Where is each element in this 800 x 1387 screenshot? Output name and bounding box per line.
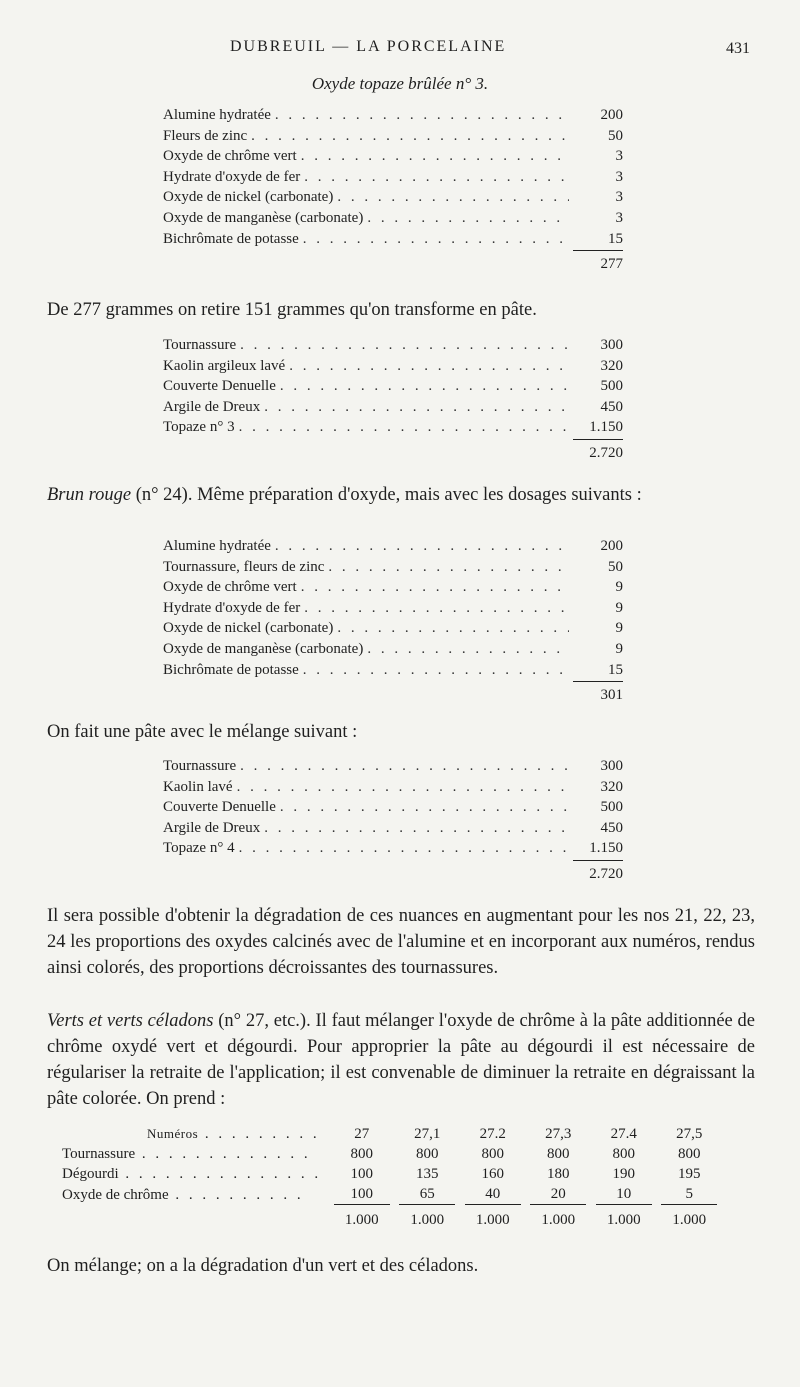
page-number: 431 [726, 40, 750, 57]
ingredient-amount: 450 [600, 819, 623, 836]
table-header-label: Numéros [147, 1126, 199, 1141]
ingredient-amount: 320 [600, 357, 623, 374]
total-cell: 1.000 [410, 1212, 445, 1228]
ingredient-amount: 200 [600, 107, 623, 123]
recipe-row [163, 838, 623, 859]
ingredient-amount: 9 [615, 579, 623, 596]
recipe-row [163, 335, 623, 356]
ingredient-label: Kaolin argileux lavé [163, 357, 286, 374]
ingredient-label: Alumine hydratée [163, 107, 271, 123]
ingredient-label: Bichrômate de potasse [163, 230, 299, 247]
paragraph-degradation: Il sera possible d'obtenir la dégradation de ces nuances en augmentant pour les nos 21, 22, 23, 24 les proportions des oxydes calcinés avec de l'alumine et en incorporant aux numéros, rendus ainsi colorés, des proportions décroissantes des tournassures. [47, 906, 755, 978]
ingredient-amount: 3 [615, 189, 623, 206]
ingredient-amount: 9 [615, 620, 623, 637]
column-header: 27.4 [610, 1126, 637, 1142]
paragraph-italic-lead: Brun rouge [47, 485, 132, 505]
column-header: 27 [354, 1126, 370, 1142]
ingredient-amount: 320 [600, 778, 623, 795]
table-cell: 20 [530, 1184, 586, 1205]
table-cell: 5 [661, 1184, 717, 1205]
ingredient-label: Bichrômate de potasse [163, 661, 299, 678]
ingredient-amount: 300 [600, 337, 623, 353]
ingredient-label: Fleurs de zinc [163, 127, 248, 144]
recipe-row [163, 376, 623, 397]
table-row: Dégourdi . . . . . . . . . . . . . . . 100 135 160 180 190 195 [62, 1164, 722, 1184]
recipe-row [163, 187, 623, 208]
ingredient-amount: 500 [600, 378, 623, 395]
column-header: 27,1 [414, 1126, 441, 1142]
table-cell: 800 [350, 1146, 373, 1162]
ingredient-label: Alumine hydratée [163, 538, 271, 554]
row-label: Oxyde de chrôme [62, 1186, 169, 1203]
ingredient-label: Couverte Denuelle [163, 378, 276, 395]
recipe-row [163, 639, 623, 660]
ingredient-amount: 50 [608, 558, 623, 575]
table-cell: 180 [546, 1166, 570, 1182]
ingredient-label: Hydrate d'oxyde de fer [163, 168, 301, 185]
ingredient-amount: 300 [600, 758, 623, 774]
recipe-total: 277 [600, 256, 623, 273]
ingredient-label: Tournassure [163, 758, 237, 774]
table-total-row [62, 1205, 722, 1235]
recipe-row [163, 660, 623, 681]
ingredient-amount: 1.150 [573, 417, 623, 440]
ingredient-amount: 3 [615, 168, 623, 185]
total-cell: 1.000 [606, 1212, 641, 1228]
section-title: Oxyde topaze brûlée n° 3. [311, 74, 489, 93]
recipe-row [163, 818, 623, 839]
recipe-row [163, 417, 623, 438]
total-cell: 1.000 [541, 1212, 576, 1228]
recipe-row [163, 536, 623, 557]
paragraph-text: (n° 27, etc.). Il faut mélanger l'oxyde de chrôme à la pâte additionnée de chrôme oxydé vert et dégourdi. Pour approprier la pâte au dégourdi il est nécessaire de régulariser la retraite de l'application; il est convenable de diminuer la retraite en dégraissant la pâte colorée. On prend : [47, 1011, 755, 1109]
recipe-row [163, 105, 623, 126]
recipe-row [163, 356, 623, 377]
ingredient-amount: 9 [615, 640, 623, 657]
ingredient-label: Oxyde de manganèse (carbonate) [163, 209, 364, 226]
ingredient-amount: 200 [600, 538, 623, 554]
ingredient-amount: 15 [573, 660, 623, 683]
paragraph-retire: De 277 grammes on retire 151 grammes qu'on transforme en pâte. [47, 300, 537, 320]
total-cell: 1.000 [475, 1212, 510, 1228]
recipe-row [163, 167, 623, 188]
table-cell: 800 [677, 1146, 701, 1162]
recipe-total: 2.720 [589, 865, 623, 882]
paragraph-pate-melange: On fait une pâte avec le mélange suivant : [47, 722, 358, 742]
recipe-total: 301 [600, 687, 623, 704]
recipe-row [163, 229, 623, 250]
ingredient-amount: 450 [600, 398, 623, 415]
recipe-paste-topaze-3 [163, 335, 623, 464]
ingredient-label: Oxyde de nickel (carbonate) [163, 620, 334, 637]
recipe-row [163, 598, 623, 619]
ingredient-label: Couverte Denuelle [163, 799, 276, 816]
ingredient-label: Topaze n° 3 [163, 419, 235, 436]
paragraph-final: On mélange; on a la dégradation d'un vert et des céladons. [47, 1256, 479, 1276]
ingredient-amount: 9 [615, 599, 623, 616]
table-row: Tournassure . . . . . . . . . . . . . 800 800 800 800 800 800 [62, 1144, 722, 1164]
recipe-row [163, 208, 623, 229]
table-cell: 800 [481, 1146, 504, 1162]
ingredient-amount: 50 [608, 127, 623, 144]
recipe-brun-rouge-oxide [163, 536, 623, 706]
ingredient-amount: 15 [573, 229, 623, 252]
ingredient-label: Kaolin lavé [163, 778, 233, 795]
paragraph-brun-rouge [47, 482, 755, 508]
ingredient-label: Argile de Dreux [163, 398, 261, 415]
table-header-row: Numéros . . . . . . . . . 27 27,1 27.2 27,3 27.4 27,5 [62, 1124, 722, 1144]
paragraph-text: (n° 24). Même préparation d'oxyde, mais avec les dosages suivants : [131, 485, 642, 505]
table-cell: 800 [612, 1146, 635, 1162]
ingredient-label: Oxyde de chrôme vert [163, 148, 297, 165]
table-cell: 100 [334, 1184, 390, 1205]
ingredient-amount: 1.150 [573, 838, 623, 861]
ingredient-label: Tournassure [163, 337, 237, 353]
ingredient-label: Hydrate d'oxyde de fer [163, 599, 301, 616]
recipe-row [163, 777, 623, 798]
ingredient-amount: 3 [615, 209, 623, 226]
table-cell: 160 [481, 1166, 504, 1182]
recipe-row [163, 577, 623, 598]
table-row: Oxyde de chrôme . . . . . . . . . . 100 65 40 20 10 5 [62, 1184, 722, 1205]
recipe-row [163, 557, 623, 578]
column-header: 27,5 [676, 1126, 703, 1142]
ingredient-label: Topaze n° 4 [163, 840, 235, 857]
recipe-row [163, 756, 623, 777]
running-head [0, 38, 800, 62]
table-cell: 195 [677, 1166, 701, 1182]
ingredient-label: Oxyde de chrôme vert [163, 579, 297, 596]
paragraph-verts-celadons [47, 1008, 755, 1112]
table-cell: 800 [546, 1146, 570, 1162]
recipe-row [163, 146, 623, 167]
table-cell: 190 [612, 1166, 635, 1182]
ingredient-amount: 3 [615, 148, 623, 165]
row-label: Tournassure [62, 1146, 136, 1162]
ingredient-label: Oxyde de nickel (carbonate) [163, 189, 334, 206]
recipe-row [163, 797, 623, 818]
ingredient-label: Oxyde de manganèse (carbonate) [163, 640, 364, 657]
table-cell: 40 [465, 1184, 521, 1205]
recipe-total: 2.720 [589, 444, 623, 461]
row-label: Dégourdi [62, 1166, 119, 1182]
recipe-row [163, 618, 623, 639]
running-title: DUBREUIL — LA PORCELAINE [230, 38, 507, 55]
table-cell: 800 [415, 1146, 439, 1162]
paragraph-italic-lead: Verts et verts céladons [47, 1011, 214, 1031]
ingredient-amount: 500 [600, 799, 623, 816]
total-cell: 1.000 [672, 1212, 707, 1228]
recipe-row [163, 126, 623, 147]
recipe-paste-topaze-4 [163, 756, 623, 885]
table-cell: 65 [399, 1184, 455, 1205]
table-cell: 10 [596, 1184, 652, 1205]
recipe-topaze-oxide [163, 105, 623, 275]
ingredient-label: Argile de Dreux [163, 819, 261, 836]
table-cell: 135 [415, 1166, 439, 1182]
table-cell: 100 [350, 1166, 373, 1182]
column-header: 27,3 [545, 1126, 572, 1142]
total-cell: 1.000 [344, 1212, 379, 1228]
column-header: 27.2 [479, 1126, 506, 1142]
numbers-table [62, 1124, 722, 1235]
ingredient-label: Tournassure, fleurs de zinc [163, 558, 325, 575]
recipe-row [163, 397, 623, 418]
